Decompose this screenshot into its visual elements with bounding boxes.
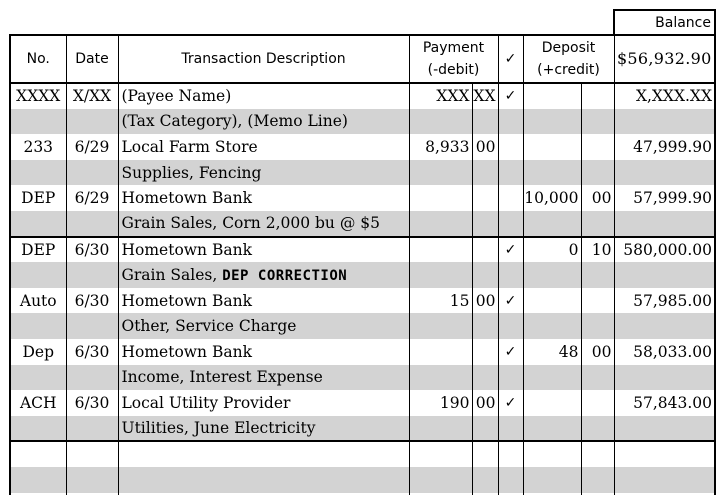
empty-cell — [614, 313, 715, 339]
empty-cell — [66, 313, 118, 339]
empty-cell — [614, 211, 715, 237]
empty-cell — [409, 211, 472, 237]
empty-cell — [523, 211, 581, 237]
empty-cell — [409, 416, 472, 442]
deposit-cents: 10 — [581, 237, 614, 263]
deposit-cents — [581, 83, 614, 109]
entry-memo-row — [10, 211, 715, 237]
entry-date: 6/30 — [66, 339, 118, 365]
empty-cell — [523, 109, 581, 135]
empty-cell — [409, 109, 472, 135]
empty-cell — [614, 160, 715, 186]
entry-memo — [118, 160, 409, 186]
entry-number: DEP — [10, 237, 66, 263]
header-no: No. — [10, 35, 66, 83]
cleared-check-icon: ✓ — [498, 288, 523, 314]
empty-cell — [66, 160, 118, 186]
empty-cell — [581, 211, 614, 237]
entry-memo — [118, 365, 409, 391]
payment-dollars — [409, 237, 472, 263]
empty-cell — [472, 262, 498, 288]
empty-cell — [10, 211, 66, 237]
header-deposit-label: Deposit — [541, 40, 596, 56]
empty-cell — [581, 365, 614, 391]
empty-cell — [498, 262, 523, 288]
empty-cell — [581, 262, 614, 288]
empty-cell — [472, 160, 498, 186]
empty-cell — [409, 160, 472, 186]
entry-memo-row — [10, 416, 715, 442]
memo-text: Utilities, June Electricity — [121, 419, 316, 438]
empty-cell — [10, 313, 66, 339]
empty-cell — [66, 441, 118, 467]
empty-cell — [118, 467, 409, 493]
check-register-table — [9, 9, 716, 495]
empty-cell — [409, 262, 472, 288]
empty-cell — [472, 313, 498, 339]
payment-cents — [472, 339, 498, 365]
deposit-cents — [581, 134, 614, 160]
memo-text: Grain Sales, Corn 2,000 bu @ $5 — [121, 214, 380, 233]
empty-cell — [472, 467, 498, 493]
entry-number: XXXX — [10, 83, 66, 109]
entry-payee: Hometown Bank — [118, 237, 409, 263]
memo-text: Other, Service Charge — [121, 317, 297, 336]
cleared-check-icon — [498, 134, 523, 160]
empty-cell — [523, 160, 581, 186]
empty-cell — [581, 416, 614, 442]
empty-cell — [614, 109, 715, 135]
entry-number: ACH — [10, 390, 66, 416]
payment-dollars: 8,933 — [409, 134, 472, 160]
cleared-check-icon — [498, 185, 523, 211]
entry-row — [10, 237, 715, 263]
payment-dollars — [409, 339, 472, 365]
entry-memo-row — [10, 109, 715, 135]
running-balance: 57,999.90 — [614, 185, 715, 211]
running-balance: 57,985.00 — [614, 288, 715, 314]
entry-payee: Hometown Bank — [118, 185, 409, 211]
entry-date: 6/30 — [66, 237, 118, 263]
empty-cell — [10, 160, 66, 186]
entry-date: X/XX — [66, 83, 118, 109]
entry-row — [10, 288, 715, 314]
entry-memo — [118, 109, 409, 135]
cleared-check-icon: ✓ — [498, 237, 523, 263]
empty-cell — [10, 262, 66, 288]
empty-cell — [409, 441, 472, 467]
deposit-dollars: 0 — [523, 237, 581, 263]
empty-cell — [472, 109, 498, 135]
memo-text: Grain Sales, — [121, 265, 223, 284]
empty-cell — [498, 211, 523, 237]
entry-memo — [118, 262, 409, 288]
entry-number: 233 — [10, 134, 66, 160]
deposit-cents: 00 — [581, 339, 614, 365]
entry-row — [10, 134, 715, 160]
entry-date: 6/29 — [66, 185, 118, 211]
entry-date: 6/29 — [66, 134, 118, 160]
running-balance: 58,033.00 — [614, 339, 715, 365]
memo-text: Supplies, Fencing — [121, 163, 262, 182]
empty-cell — [614, 416, 715, 442]
balance-title-row — [10, 10, 715, 35]
header-check-icon: ✓ — [498, 35, 523, 83]
empty-cell — [10, 365, 66, 391]
empty-cell — [409, 365, 472, 391]
entry-memo-row — [10, 313, 715, 339]
payment-dollars: 190 — [409, 390, 472, 416]
payment-cents — [472, 185, 498, 211]
empty-cell — [498, 313, 523, 339]
empty-cell — [581, 160, 614, 186]
entry-number: Auto — [10, 288, 66, 314]
header-date: Date — [66, 35, 118, 83]
empty-cell — [10, 467, 66, 493]
entry-date: 6/30 — [66, 288, 118, 314]
payment-cents: 00 — [472, 288, 498, 314]
empty-cell — [498, 467, 523, 493]
empty-cell — [472, 416, 498, 442]
deposit-dollars — [523, 288, 581, 314]
header-description: Transaction Description — [118, 35, 409, 83]
header-payment-label: Payment — [422, 40, 485, 56]
entry-date: 6/30 — [66, 390, 118, 416]
memo-correction-label: DEP CORRECTION — [222, 267, 348, 284]
deposit-dollars: 10,000 — [523, 185, 581, 211]
entry-row — [10, 83, 715, 109]
empty-cell — [10, 441, 66, 467]
empty-cell — [66, 109, 118, 135]
opening-balance: $56,932.90 — [614, 35, 715, 83]
empty-cell — [498, 441, 523, 467]
empty-cell — [472, 365, 498, 391]
cleared-check-icon: ✓ — [498, 339, 523, 365]
payment-cents: XX — [472, 83, 498, 109]
entry-number: DEP — [10, 185, 66, 211]
deposit-cents: 00 — [581, 185, 614, 211]
payment-dollars: 15 — [409, 288, 472, 314]
payment-cents: 00 — [472, 390, 498, 416]
payment-cents — [472, 237, 498, 263]
empty-cell — [10, 109, 66, 135]
empty-cell — [498, 365, 523, 391]
header-payment — [409, 35, 498, 83]
empty-cell — [409, 467, 472, 493]
empty-cell — [66, 416, 118, 442]
empty-cell — [581, 441, 614, 467]
empty-cell — [498, 109, 523, 135]
empty-cell — [581, 313, 614, 339]
empty-cell — [614, 467, 715, 493]
entry-memo-row — [10, 365, 715, 391]
deposit-dollars — [523, 134, 581, 160]
empty-cell — [409, 313, 472, 339]
payment-dollars: XXX — [409, 83, 472, 109]
payment-cents: 00 — [472, 134, 498, 160]
empty-cell — [614, 365, 715, 391]
empty-cell — [498, 160, 523, 186]
running-balance: 47,999.90 — [614, 134, 715, 160]
empty-cell — [523, 262, 581, 288]
blank-row — [10, 441, 715, 467]
empty-cell — [614, 441, 715, 467]
empty-cell — [523, 365, 581, 391]
header-payment-sub: (-debit) — [427, 62, 480, 78]
cleared-check-icon: ✓ — [498, 390, 523, 416]
memo-text: (Tax Category), (Memo Line) — [121, 112, 348, 131]
memo-text: Income, Interest Expense — [121, 368, 323, 387]
deposit-cents — [581, 288, 614, 314]
entry-memo — [118, 416, 409, 442]
header-deposit-sub: (+credit) — [537, 62, 600, 78]
empty-cell — [66, 365, 118, 391]
empty-cell — [472, 441, 498, 467]
entry-payee: Local Farm Store — [118, 134, 409, 160]
entry-memo — [118, 313, 409, 339]
entry-row — [10, 339, 715, 365]
entry-memo-row — [10, 160, 715, 186]
entry-row — [10, 185, 715, 211]
empty-cell — [523, 441, 581, 467]
header-row — [10, 35, 715, 83]
empty-cell — [523, 313, 581, 339]
empty-cell — [66, 262, 118, 288]
entry-memo — [118, 211, 409, 237]
entry-payee: Hometown Bank — [118, 288, 409, 314]
header-deposit — [523, 35, 614, 83]
entry-payee: (Payee Name) — [118, 83, 409, 109]
deposit-dollars — [523, 390, 581, 416]
empty-cell — [498, 416, 523, 442]
empty-cell — [581, 467, 614, 493]
entry-memo-row — [10, 262, 715, 288]
cleared-check-icon: ✓ — [498, 83, 523, 109]
empty-cell — [118, 441, 409, 467]
running-balance: 57,843.00 — [614, 390, 715, 416]
deposit-cents — [581, 390, 614, 416]
empty-cell — [66, 211, 118, 237]
empty-cell — [614, 262, 715, 288]
deposit-dollars: 48 — [523, 339, 581, 365]
empty-cell — [66, 467, 118, 493]
empty-cell — [523, 467, 581, 493]
entry-row — [10, 390, 715, 416]
empty-cell — [523, 416, 581, 442]
entry-number: Dep — [10, 339, 66, 365]
empty-cell — [581, 109, 614, 135]
entry-payee: Hometown Bank — [118, 339, 409, 365]
deposit-dollars — [523, 83, 581, 109]
empty-cell — [472, 211, 498, 237]
blank-row — [10, 467, 715, 493]
payment-dollars — [409, 185, 472, 211]
running-balance: 580,000.00 — [614, 237, 715, 263]
entry-payee: Local Utility Provider — [118, 390, 409, 416]
running-balance: X,XXX.XX — [614, 83, 715, 109]
balance-title: Balance — [614, 10, 715, 35]
empty-cell — [10, 416, 66, 442]
